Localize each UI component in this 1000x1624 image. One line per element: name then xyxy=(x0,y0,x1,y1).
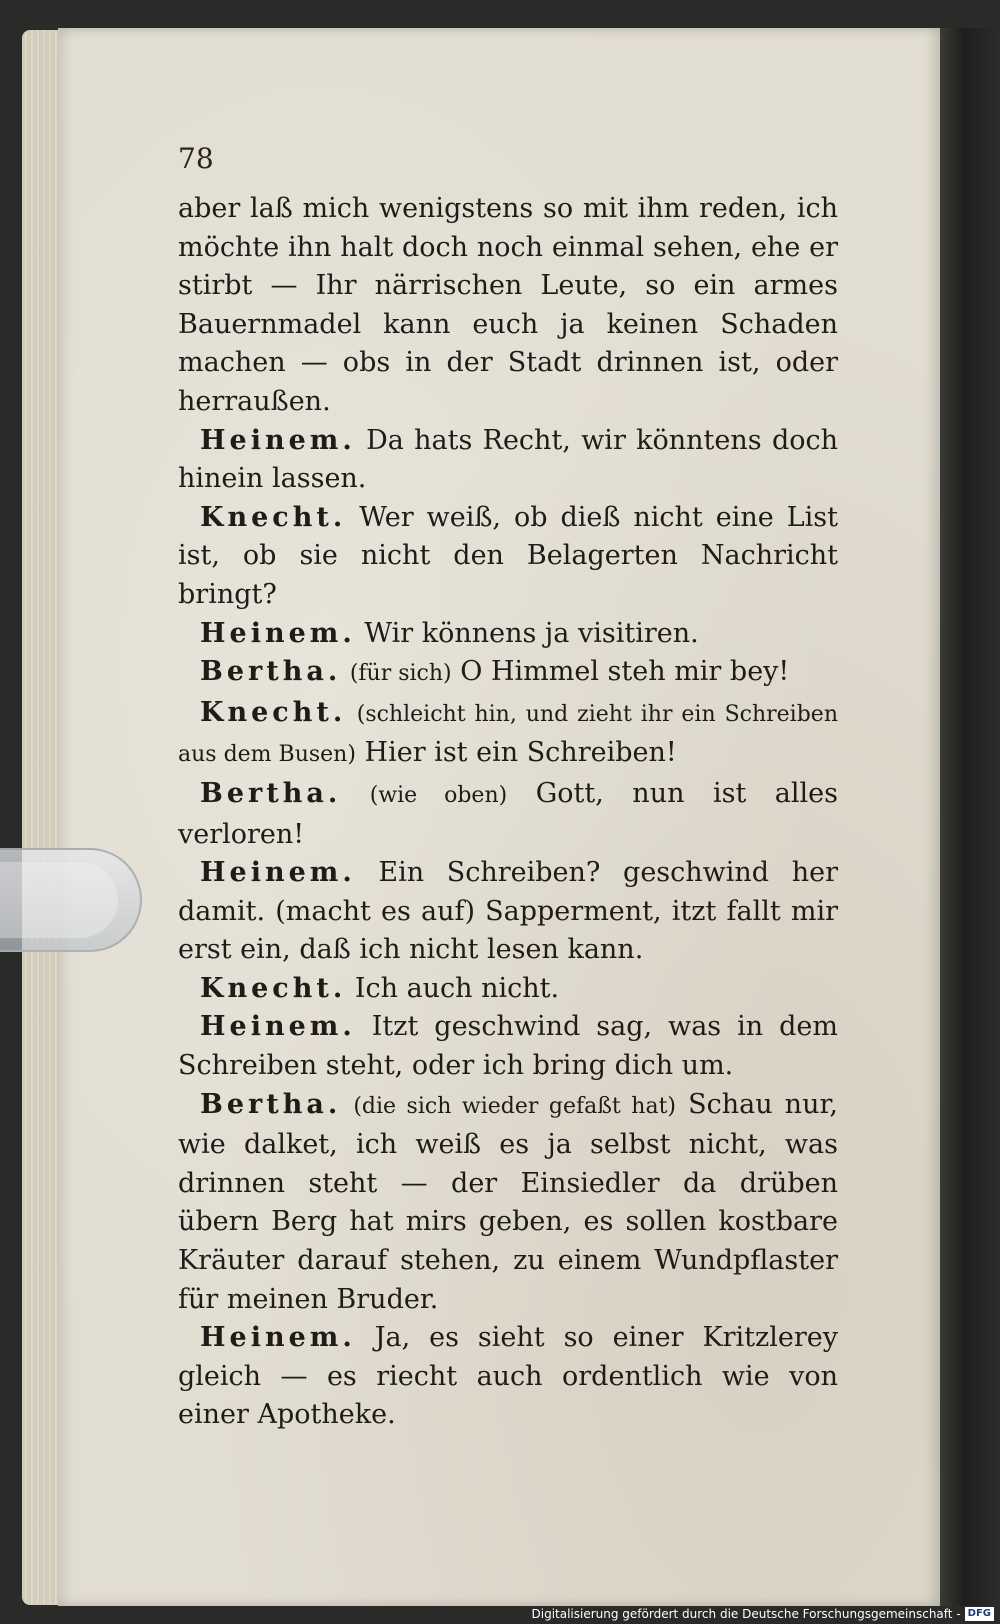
book-spine xyxy=(940,28,1000,1606)
paragraph xyxy=(178,970,838,1009)
paragraph xyxy=(178,1008,838,1085)
paragraph-text: Gott, nun ist alles verloren! xyxy=(178,777,838,850)
page-text xyxy=(178,190,838,1435)
speaker-name: Heinem. xyxy=(200,1011,356,1043)
stage-direction: (schleicht hin, und zieht ihr ein Schreiben aus dem Busen) xyxy=(178,701,838,768)
stage-direction: (die sich wieder gefaßt hat) xyxy=(353,1093,676,1119)
speaker-name: Bertha. xyxy=(200,777,342,809)
paragraph xyxy=(178,499,838,615)
paragraph xyxy=(178,694,838,775)
paragraph xyxy=(178,854,838,970)
page-number: 78 xyxy=(178,142,214,175)
paragraph xyxy=(178,653,838,694)
paragraph xyxy=(178,1086,838,1320)
paragraph-text: Itzt geschwind sag, was in dem Schreiben steht, oder ich bring dich um. xyxy=(178,1011,838,1082)
paragraph-text: Da hats Recht, wir könntens doch hinein lassen. xyxy=(178,424,838,495)
speaker-name: Knecht. xyxy=(200,972,347,1004)
paragraph-text: Schau nur, wie dalket, ich weiß es ja selbst nicht, was drinnen steht — der Einsiedler da drüben übern Berg hat mirs geben, es sollen kostbare Kräuter darauf stehen, zu einem Wundpflaster für meinen Bruder. xyxy=(178,1088,838,1315)
paragraph xyxy=(178,775,838,854)
stage-direction: (für sich) xyxy=(349,661,452,687)
paragraph-text: aber laß mich wenigstens so mit ihm reden, ich möchte ihn halt doch noch einmal sehen, ehe er stirbt — Ihr närrischen Leute, so ein armes Bauernmadel kann euch ja keinen Schaden machen — obs in der Stadt drinnen ist, oder herraußen. xyxy=(178,193,838,417)
paragraph xyxy=(178,1319,838,1435)
paragraph xyxy=(178,615,838,654)
paragraph-text: Ja, es sieht so einer Kritzlerey gleich — es riecht auch ordentlich wie von einer Apotheke. xyxy=(178,1322,838,1431)
paragraph-text: Wer weiß, ob dieß nicht eine List ist, ob sie nicht den Belagerten Nachricht bringt? xyxy=(178,501,838,610)
speaker-name: Heinem. xyxy=(200,424,356,456)
dfg-logo: DFG xyxy=(965,1607,994,1621)
credit-text: Digitalisierung gefördert durch die Deutsche Forschungsgemeinschaft - xyxy=(531,1607,961,1621)
speaker-name: Knecht. xyxy=(200,501,347,533)
page-clip-highlight xyxy=(0,862,118,938)
speaker-name: Heinem. xyxy=(200,617,356,649)
paragraph xyxy=(178,190,838,422)
speaker-name: Knecht. xyxy=(200,696,347,728)
paragraph-text: Ich auch nicht. xyxy=(354,972,560,1004)
paragraph-text: Wir könnens ja visitiren. xyxy=(364,617,699,649)
speaker-name: Bertha. xyxy=(200,656,342,688)
speaker-name: Heinem. xyxy=(200,1322,356,1354)
paragraph-text: Ein Schreiben? geschwind her damit. (macht es auf) Sapperment, itzt fallt mir erst ein, daß ich nicht lesen kann. xyxy=(178,857,838,966)
paragraph-text: Hier ist ein Schreiben! xyxy=(364,737,677,769)
page-clip xyxy=(0,848,142,952)
speaker-name: Heinem. xyxy=(200,857,356,889)
paragraph xyxy=(178,422,838,499)
footer-credit xyxy=(532,1607,995,1621)
stage-direction: (wie oben) xyxy=(369,782,508,808)
speaker-name: Bertha. xyxy=(200,1088,342,1120)
paragraph-text: O Himmel steh mir bey! xyxy=(460,656,790,688)
